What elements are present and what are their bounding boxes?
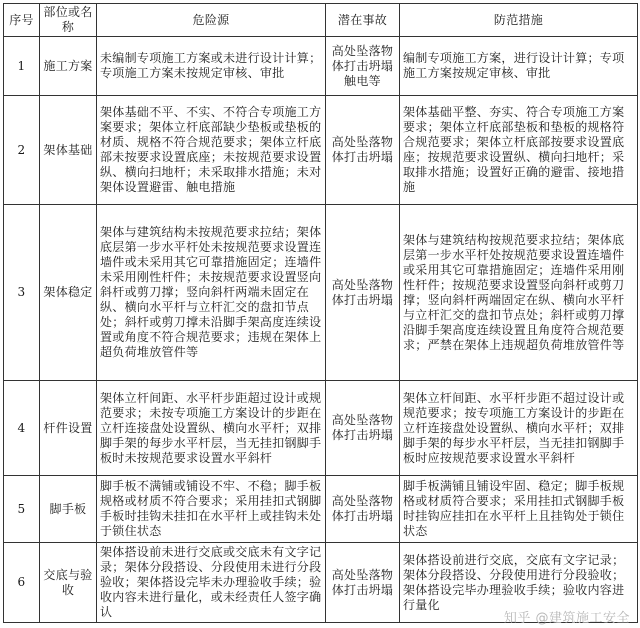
watermark: 知乎 @建筑施工安全	[503, 611, 630, 626]
table-row	[4, 381, 638, 476]
hazard-table	[3, 3, 638, 623]
table-row	[4, 476, 638, 543]
header-hazard: 危险源	[97, 4, 326, 37]
cell-accident: 高处坠落物体打击坍塌	[326, 381, 400, 476]
header-part: 部位或名称	[40, 4, 97, 37]
cell-accident: 高处坠落物体打击坍塌	[326, 96, 400, 205]
cell-no: 6	[4, 543, 40, 623]
cell-hazard: 架体立杆间距、水平杆步距超过设计或规范要求；未按专项施工方案设计的步距在立杆连接盘处设置纵、横向水平杆；双排脚手架的每步水平杆层，当无挂扣钢脚手板时未按规范要求设置水平斜杆	[97, 381, 326, 476]
cell-accident: 高处坠落物体打击坍塌	[326, 543, 400, 623]
cell-measures: 架体搭设前进行交底，交底有文字记录；架体分段搭设、分段使用进行分段验收；架体搭设完毕办理验收手续；验收内容进行量化	[400, 543, 638, 623]
cell-measures: 架体基础平整、夯实、符合专项施工方案要求；架体立杆底部垫板和垫板的规格符合规范要求；架体立杆底部按要求设置底座；按规范要求设置纵、横向扫地杆；采取排水措施；设置好正确的避雷、接地措施	[400, 96, 638, 205]
cell-hazard: 未编制专项施工方案或未进行设计计算；专项施工方案未按规定审核、审批	[97, 37, 326, 96]
cell-hazard: 架体与建筑结构未按规范要求拉结；架体底层第一步水平杆处未按规范要求设置连墙件或未采用其它可靠措施固定；连墙件未采用刚性杆件；未按规范要求设置竖向斜杆或剪刀撑；竖向斜杆两端未固定在纵、横向水平杆与立杆汇交的盘扣节点处；斜杆或剪刀撑未沿脚手架高度连续设置或角度不符合规范要求；违规在架体上超负荷堆放管件等	[97, 205, 326, 381]
cell-part: 架体基础	[40, 96, 97, 205]
cell-part: 架体稳定	[40, 205, 97, 381]
cell-no: 2	[4, 96, 40, 205]
cell-no: 4	[4, 381, 40, 476]
table-header-row	[4, 4, 638, 37]
header-measures: 防范措施	[400, 4, 638, 37]
cell-no: 5	[4, 476, 40, 543]
cell-accident: 高处坠落物体打击坍塌触电等	[326, 37, 400, 96]
cell-measures: 脚手板满铺且铺设牢固、稳定；脚手板规格或材质符合要求；采用挂扣式钢脚手板时挂钩应挂扣在水平杆上且挂钩处于锁住状态	[400, 476, 638, 543]
cell-measures: 架体立杆间距、水平杆步距不超过设计或规范要求；按专项施工方案设计的步距在立杆连接盘处设置纵、横向水平杆；双排脚手架的每步水平杆层，当无挂扣钢脚手板时应按规范要求设置水平斜杆	[400, 381, 638, 476]
table-row	[4, 37, 638, 96]
cell-part: 脚手板	[40, 476, 97, 543]
cell-hazard: 架体基础不平、不实、不符合专项施工方案要求；架体立杆底部缺少垫板或垫板的材质、规格不符合规范要求；架体立杆底部未按要求设置底座；未按规范要求设置纵、横向扫地杆；未采取排水措施；未对架体设置避雷、触电措施	[97, 96, 326, 205]
cell-hazard: 架体搭设前未进行交底或交底未有文字记录；架体分段搭设、分段使用未进行分段验收；架体搭设完毕未办理验收手续；验收内容未进行量化，或未经责任人签字确认	[97, 543, 326, 623]
header-accident: 潜在事故	[326, 4, 400, 37]
cell-accident: 高处坠落物体打击坍塌	[326, 205, 400, 381]
header-no: 序号	[4, 4, 40, 37]
cell-part: 杆件设置	[40, 381, 97, 476]
cell-accident: 高处坠落物体打击坍塌	[326, 476, 400, 543]
cell-part: 施工方案	[40, 37, 97, 96]
cell-measures: 架体与建筑结构按规范要求拉结；架体底层第一步水平杆处按规范要求设置连墙件或采用其它可靠措施固定；连墙件采用刚性杆件；按规范要求设置竖向斜杆或剪刀撑；竖向斜杆两端固定在纵、横向水平杆与立杆汇交的盘扣节点处；斜杆或剪刀撑沿脚手架高度连续设置且角度符合规范要求；严禁在架体上违规超负荷堆放管件等	[400, 205, 638, 381]
cell-measures: 编制专项施工方案，进行设计计算；专项施工方案按规定审核、审批	[400, 37, 638, 96]
cell-no: 1	[4, 37, 40, 96]
table-row	[4, 205, 638, 381]
cell-part: 交底与验收	[40, 543, 97, 623]
cell-hazard: 脚手板不满铺或铺设不牢、不稳；脚手板规格或材质不符合要求；采用挂扣式钢脚手板时挂钩未挂扣在水平杆上或挂钩未处于锁住状态	[97, 476, 326, 543]
cell-no: 3	[4, 205, 40, 381]
table-row	[4, 96, 638, 205]
